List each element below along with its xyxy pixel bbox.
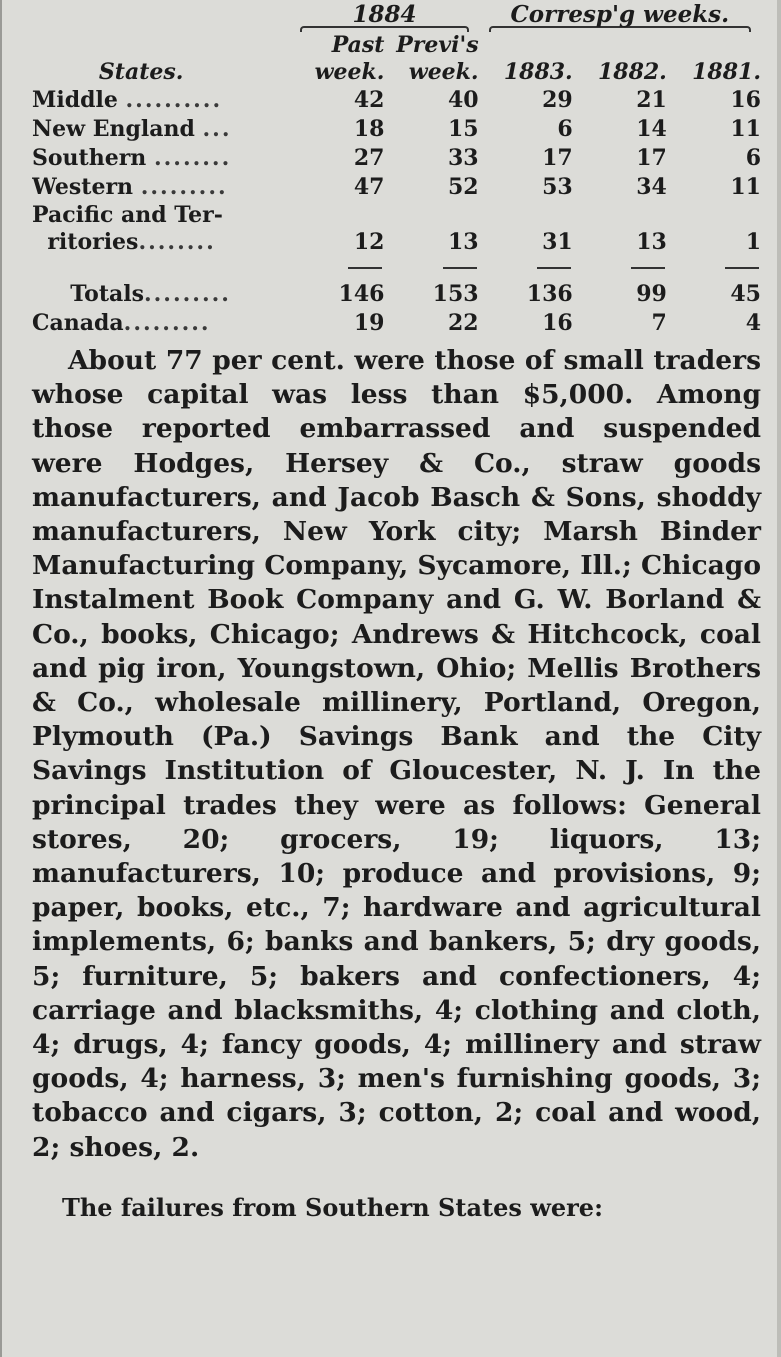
- header-1881: 1881.: [692, 59, 761, 85]
- failures-table: [32, 0, 761, 338]
- table-row-canada: Canada......... 19 22 16 7 4: [32, 310, 761, 336]
- column-header-row: [32, 32, 761, 86]
- group-1884: 1884: [290, 0, 478, 32]
- table-row: Southern ........ 27 33 17 17 6: [32, 145, 761, 171]
- table-row-pacific-label: Pacific and Ter-: [32, 202, 223, 228]
- header-states: States.: [98, 59, 184, 85]
- table-row-pacific: ritories........ 12 13 31 13 1: [47, 229, 761, 255]
- header-past-week: Past week.: [314, 32, 385, 85]
- table-row: Middle .......... 42 40 29 21 16: [32, 87, 761, 113]
- table-row-totals: Totals......... 146 153 136 99 45: [70, 281, 761, 307]
- totals-divider: [32, 256, 761, 280]
- article-paragraph: About 77 per cent. were those of small traders whose capital was less than $5,000. Among those reported embarrassed and suspended were Hodges, Hersey & Co., straw goods manufacturers, and Jacob Basch & Sons, shoddy manufacturers, New York city; Marsh Binder Manufacturing Company, Sycamore, Ill.; Chicago Instalment Book Company and G. W. Borland & Co., books, Chicago; Andrews & Hitchcock, coal and pig iron, Youngstown, Ohio; Mellis Brothers & Co., wholesale millinery, Portland, Oregon, Plymouth (Pa.) Savings Bank and the City Savings Institution of Gloucester, N. J. In the principal trades they were as follows: General stores, 20; grocers, 19; liquors, 13; manufacturers, 10; produce and provisions, 9; paper, books, etc., 7; hardware and agricultural implements, 6; banks and bankers, 5; dry goods, 5; furniture, 5; bakers and confectioners, 4; carriage and blacksmiths, 4; clothing and cloth, 4; drugs, 4; fancy goods, 4; millinery and straw goods, 4; harness, 3; men's furnishing goods, 3; tobacco and cigars, 3; cotton, 2; coal and wood, 2; shoes, 2.: [32, 345, 761, 1163]
- column-rule: [777, 0, 781, 1357]
- table-row: New England ... 18 15 6 14 11: [32, 116, 761, 142]
- table-row: Western ......... 47 52 53 34 11: [32, 174, 761, 200]
- group-header-row: [32, 0, 761, 32]
- article-footer-line: The failures from Southern States were:: [62, 1193, 603, 1223]
- header-1882: 1882.: [597, 59, 667, 85]
- group-corresponding-weeks: Corresp'g weeks.: [479, 0, 761, 32]
- header-previous-week: Previ's week.: [396, 32, 479, 85]
- header-1883: 1883.: [503, 59, 573, 85]
